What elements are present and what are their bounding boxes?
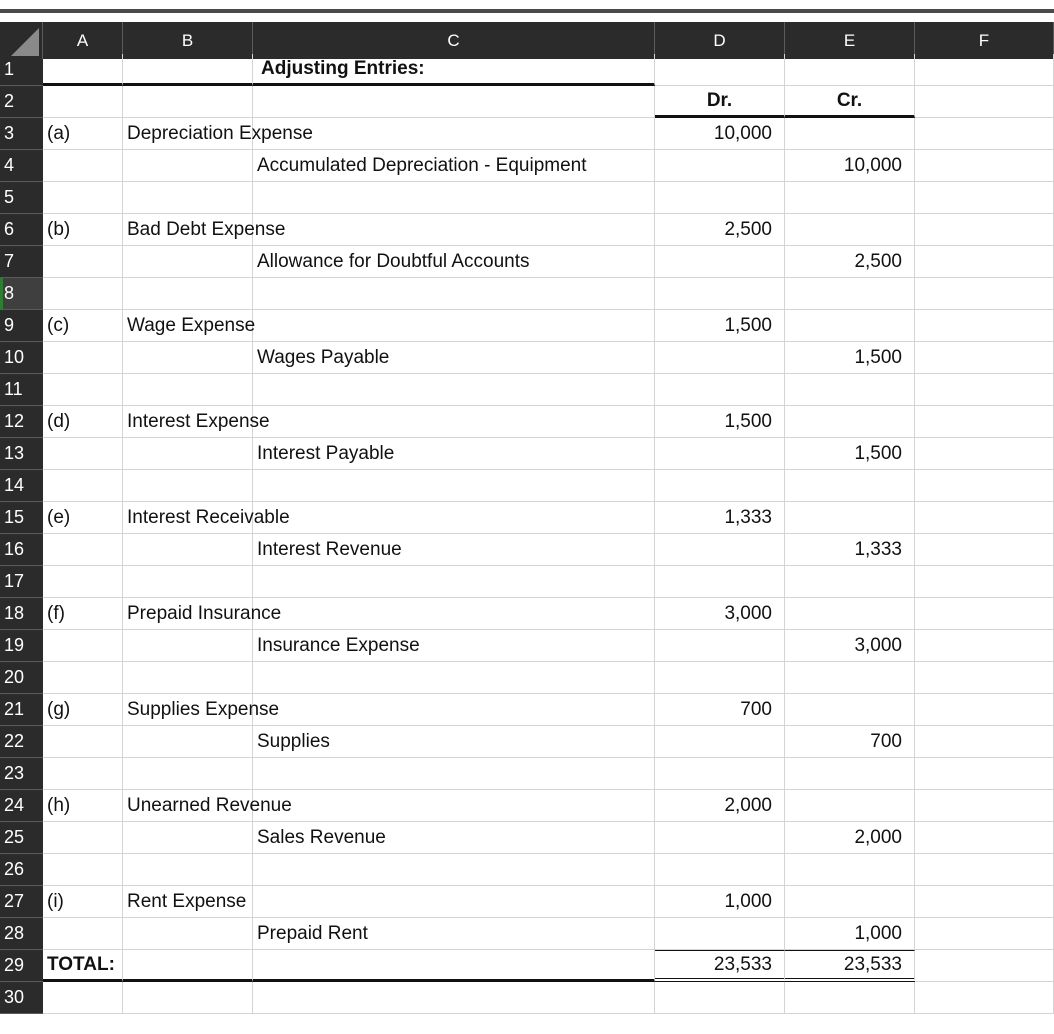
cell-a[interactable]	[43, 86, 123, 118]
cell-e-credit[interactable]	[785, 502, 915, 534]
row-header[interactable]: 11	[0, 374, 43, 406]
cell-a[interactable]	[43, 470, 123, 502]
row-header[interactable]: 12	[0, 406, 43, 438]
cell-a[interactable]: (b)	[43, 214, 123, 246]
cell-f[interactable]	[915, 854, 1054, 886]
row-header[interactable]: 14	[0, 470, 43, 502]
cell-f[interactable]	[915, 406, 1054, 438]
cell-b[interactable]	[123, 854, 253, 886]
cell-a[interactable]: (i)	[43, 886, 123, 918]
cell-b[interactable]	[123, 630, 253, 662]
select-all-corner[interactable]	[0, 22, 43, 59]
cell-f[interactable]	[915, 630, 1054, 662]
cell-f[interactable]	[915, 950, 1054, 982]
cell-c[interactable]	[253, 694, 655, 726]
row-header[interactable]: 13	[0, 438, 43, 470]
cell-c[interactable]: Wages Payable	[253, 342, 655, 374]
cell-e-credit[interactable]: 1,000	[785, 918, 915, 950]
cell-f[interactable]	[915, 438, 1054, 470]
column-header-e[interactable]: E	[785, 22, 915, 59]
cell-f[interactable]	[915, 310, 1054, 342]
cell-f[interactable]	[915, 214, 1054, 246]
cell-c[interactable]	[253, 118, 655, 150]
row-header[interactable]: 28	[0, 918, 43, 950]
cell-e-credit[interactable]	[785, 598, 915, 630]
cell-a[interactable]	[43, 374, 123, 406]
cell-f[interactable]	[915, 566, 1054, 598]
cell-e-credit[interactable]	[785, 310, 915, 342]
column-header-b[interactable]: B	[123, 22, 253, 59]
cell-f[interactable]	[915, 790, 1054, 822]
cell-c[interactable]	[253, 278, 655, 310]
row-header[interactable]: 30	[0, 982, 43, 1014]
cell-a[interactable]	[43, 246, 123, 278]
cell-d-debit[interactable]	[655, 726, 785, 758]
cell-d-debit[interactable]	[655, 982, 785, 1014]
cell-c[interactable]	[253, 182, 655, 214]
cell-a[interactable]	[43, 54, 123, 86]
cell-b[interactable]	[123, 662, 253, 694]
cell-d-debit[interactable]	[655, 630, 785, 662]
cell-c[interactable]	[253, 566, 655, 598]
cell-d-debit[interactable]: 2,000	[655, 790, 785, 822]
row-header[interactable]: 25	[0, 822, 43, 854]
cell-e-credit[interactable]	[785, 982, 915, 1014]
row-header[interactable]: 18	[0, 598, 43, 630]
cell-d-debit[interactable]	[655, 822, 785, 854]
toolbar-strip	[0, 0, 1054, 23]
cell-e-credit[interactable]	[785, 278, 915, 310]
cell-f[interactable]	[915, 118, 1054, 150]
cell-e-credit[interactable]: 2,500	[785, 246, 915, 278]
cell-c[interactable]: Sales Revenue	[253, 822, 655, 854]
cell-f[interactable]	[915, 86, 1054, 118]
cell-c[interactable]	[253, 662, 655, 694]
credit-header[interactable]: Cr.	[785, 86, 915, 118]
row-header[interactable]: 10	[0, 342, 43, 374]
cell-e-credit[interactable]: 2,000	[785, 822, 915, 854]
cell-e-credit[interactable]: 700	[785, 726, 915, 758]
cell-f[interactable]	[915, 502, 1054, 534]
cell-d-debit[interactable]: 10,000	[655, 118, 785, 150]
cell-a[interactable]: TOTAL:	[43, 950, 123, 982]
cell-d-debit[interactable]	[655, 758, 785, 790]
cell-d-debit[interactable]	[655, 438, 785, 470]
cell-c[interactable]	[253, 886, 655, 918]
row-header[interactable]: 4	[0, 150, 43, 182]
cell-f[interactable]	[915, 246, 1054, 278]
cell-d-debit[interactable]	[655, 374, 785, 406]
cell-b[interactable]	[123, 822, 253, 854]
cell-a[interactable]	[43, 822, 123, 854]
cell-a[interactable]	[43, 534, 123, 566]
cell-b[interactable]	[123, 86, 253, 118]
cell-e-credit[interactable]: 23,533	[785, 950, 915, 982]
cell-e-credit[interactable]	[785, 566, 915, 598]
cell-e-credit[interactable]	[785, 854, 915, 886]
cell-f[interactable]	[915, 822, 1054, 854]
row-header[interactable]: 21	[0, 694, 43, 726]
cell-f[interactable]	[915, 598, 1054, 630]
cell-d-debit[interactable]: 1,000	[655, 886, 785, 918]
cell-b[interactable]	[123, 758, 253, 790]
cell-d-debit[interactable]: 23,533	[655, 950, 785, 982]
cell-c[interactable]: Supplies	[253, 726, 655, 758]
cell-b[interactable]	[123, 950, 253, 982]
cell-f[interactable]	[915, 374, 1054, 406]
debit-header[interactable]: Dr.	[655, 86, 785, 118]
cell-b[interactable]	[123, 566, 253, 598]
cell-a[interactable]	[43, 438, 123, 470]
cell-b[interactable]	[123, 342, 253, 374]
cell-e-credit[interactable]	[785, 694, 915, 726]
row-header[interactable]: 15	[0, 502, 43, 534]
cell-e-credit[interactable]: 1,333	[785, 534, 915, 566]
cell-a[interactable]	[43, 566, 123, 598]
cell-a[interactable]	[43, 342, 123, 374]
row-header[interactable]: 1	[0, 54, 43, 86]
cell-c[interactable]: Interest Payable	[253, 438, 655, 470]
cell-b[interactable]	[123, 246, 253, 278]
cell-d-debit[interactable]: 3,000	[655, 598, 785, 630]
cell-e-credit[interactable]: 1,500	[785, 342, 915, 374]
cell-b[interactable]: Supplies Expense	[123, 694, 253, 726]
cell-d-debit[interactable]	[655, 342, 785, 374]
cell-a[interactable]	[43, 182, 123, 214]
column-header-f[interactable]: F	[915, 22, 1054, 59]
cell-a[interactable]	[43, 278, 123, 310]
row-header[interactable]: 3	[0, 118, 43, 150]
cell-d-debit[interactable]	[655, 470, 785, 502]
cell-d-debit[interactable]: 2,500	[655, 214, 785, 246]
cell-f[interactable]	[915, 726, 1054, 758]
cell-a[interactable]: (e)	[43, 502, 123, 534]
cell-c[interactable]	[253, 502, 655, 534]
cell-b[interactable]: Bad Debt Expense	[123, 214, 253, 246]
column-header-a[interactable]: A	[43, 22, 123, 59]
cell-b[interactable]: Depreciation Expense	[123, 118, 253, 150]
cell-c[interactable]	[253, 950, 655, 982]
cell-e-credit[interactable]	[785, 118, 915, 150]
cell-e-credit[interactable]	[785, 374, 915, 406]
cell-c[interactable]	[253, 374, 655, 406]
cell-c[interactable]	[253, 86, 655, 118]
row-header[interactable]: 7	[0, 246, 43, 278]
row-header[interactable]: 29	[0, 950, 43, 982]
cell-e-credit[interactable]	[785, 886, 915, 918]
cell-d-debit[interactable]	[655, 854, 785, 886]
cell-b[interactable]	[123, 438, 253, 470]
spreadsheet-grid	[0, 22, 1054, 1014]
cell-b[interactable]	[123, 278, 253, 310]
cell-b[interactable]	[123, 54, 253, 86]
cell-b[interactable]: Rent Expense	[123, 886, 253, 918]
cell-d-debit[interactable]	[655, 918, 785, 950]
row-header[interactable]: 5	[0, 182, 43, 214]
cell-b[interactable]	[123, 726, 253, 758]
cell-e-credit[interactable]	[785, 662, 915, 694]
row-header[interactable]: 26	[0, 854, 43, 886]
cell-b[interactable]	[123, 182, 253, 214]
cell-a[interactable]	[43, 918, 123, 950]
cell-c[interactable]	[253, 470, 655, 502]
row-header[interactable]: 9	[0, 310, 43, 342]
cell-f[interactable]	[915, 470, 1054, 502]
cell-a[interactable]: (g)	[43, 694, 123, 726]
cell-d-debit[interactable]: 700	[655, 694, 785, 726]
cell-c[interactable]	[253, 854, 655, 886]
cell-d-debit[interactable]: 1,500	[655, 406, 785, 438]
cell-c[interactable]	[253, 598, 655, 630]
cell-a[interactable]: (c)	[43, 310, 123, 342]
cell-a[interactable]: (f)	[43, 598, 123, 630]
cell-b[interactable]	[123, 918, 253, 950]
cell-e-credit[interactable]	[785, 470, 915, 502]
cell-d-debit[interactable]	[655, 182, 785, 214]
cell-f[interactable]	[915, 918, 1054, 950]
cell-f[interactable]	[915, 182, 1054, 214]
cell-b[interactable]: Unearned Revenue	[123, 790, 253, 822]
cell-b[interactable]	[123, 982, 253, 1014]
cell-c[interactable]	[253, 214, 655, 246]
cell-f[interactable]	[915, 886, 1054, 918]
cell-f[interactable]	[915, 54, 1054, 86]
cell-b[interactable]: Interest Receivable	[123, 502, 253, 534]
cell-a[interactable]	[43, 982, 123, 1014]
sheet-title: Adjusting Entries:	[261, 57, 425, 79]
cell-a[interactable]	[43, 726, 123, 758]
row-header[interactable]: 20	[0, 662, 43, 694]
cell-d-debit[interactable]	[655, 150, 785, 182]
cell-a[interactable]: (d)	[43, 406, 123, 438]
cell-a[interactable]	[43, 854, 123, 886]
cell-a[interactable]	[43, 758, 123, 790]
cell-e-credit[interactable]	[785, 182, 915, 214]
cell-a[interactable]	[43, 662, 123, 694]
cell-c[interactable]	[253, 310, 655, 342]
cell-c[interactable]: Insurance Expense	[253, 630, 655, 662]
cell-b[interactable]	[123, 374, 253, 406]
cell-c[interactable]: Prepaid Rent	[253, 918, 655, 950]
cell-e-credit[interactable]	[785, 54, 915, 86]
row-header[interactable]: 8	[0, 278, 43, 310]
cell-e-credit[interactable]	[785, 406, 915, 438]
cell-d-debit[interactable]: 1,333	[655, 502, 785, 534]
cell-c[interactable]	[253, 982, 655, 1014]
cell-e-credit[interactable]	[785, 758, 915, 790]
row-header[interactable]: 17	[0, 566, 43, 598]
cell-e-credit[interactable]: 10,000	[785, 150, 915, 182]
cell-c[interactable]: Accumulated Depreciation - Equipment	[253, 150, 655, 182]
cell-e-credit[interactable]: 1,500	[785, 438, 915, 470]
cell-f[interactable]	[915, 534, 1054, 566]
row-header[interactable]: 27	[0, 886, 43, 918]
cell-b[interactable]	[123, 150, 253, 182]
cell-d-debit[interactable]	[655, 246, 785, 278]
cell-f[interactable]	[915, 342, 1054, 374]
cell-f[interactable]	[915, 662, 1054, 694]
cell-c[interactable]	[253, 54, 655, 86]
cell-f[interactable]	[915, 150, 1054, 182]
cell-b[interactable]: Interest Expense	[123, 406, 253, 438]
cell-d-debit[interactable]	[655, 534, 785, 566]
row-header[interactable]: 23	[0, 758, 43, 790]
row-header[interactable]: 24	[0, 790, 43, 822]
cell-d-debit[interactable]: 1,500	[655, 310, 785, 342]
cell-a[interactable]	[43, 150, 123, 182]
cell-e-credit[interactable]: 3,000	[785, 630, 915, 662]
cell-d-debit[interactable]	[655, 278, 785, 310]
cell-e-credit[interactable]	[785, 790, 915, 822]
cell-b[interactable]	[123, 470, 253, 502]
cell-c[interactable]	[253, 790, 655, 822]
cell-d-debit[interactable]	[655, 662, 785, 694]
cell-f[interactable]	[915, 278, 1054, 310]
column-header-d[interactable]: D	[655, 22, 785, 59]
row-header[interactable]: 22	[0, 726, 43, 758]
cell-a[interactable]: (h)	[43, 790, 123, 822]
cell-a[interactable]	[43, 630, 123, 662]
cell-b[interactable]	[123, 534, 253, 566]
cell-f[interactable]	[915, 982, 1054, 1014]
cell-d-debit[interactable]	[655, 566, 785, 598]
row-header[interactable]: 6	[0, 214, 43, 246]
cell-b[interactable]: Wage Expense	[123, 310, 253, 342]
cell-c[interactable]	[253, 406, 655, 438]
column-header-c[interactable]: C	[253, 22, 655, 59]
row-header[interactable]: 16	[0, 534, 43, 566]
row-header[interactable]: 2	[0, 86, 43, 118]
cell-c[interactable]: Interest Revenue	[253, 534, 655, 566]
cell-f[interactable]	[915, 694, 1054, 726]
cell-d-debit[interactable]	[655, 54, 785, 86]
cell-a[interactable]: (a)	[43, 118, 123, 150]
row-header[interactable]: 19	[0, 630, 43, 662]
cell-b[interactable]: Prepaid Insurance	[123, 598, 253, 630]
select-all-icon	[11, 28, 39, 56]
cell-f[interactable]	[915, 758, 1054, 790]
cell-c[interactable]	[253, 758, 655, 790]
cell-e-credit[interactable]	[785, 214, 915, 246]
cell-c[interactable]: Allowance for Doubtful Accounts	[253, 246, 655, 278]
